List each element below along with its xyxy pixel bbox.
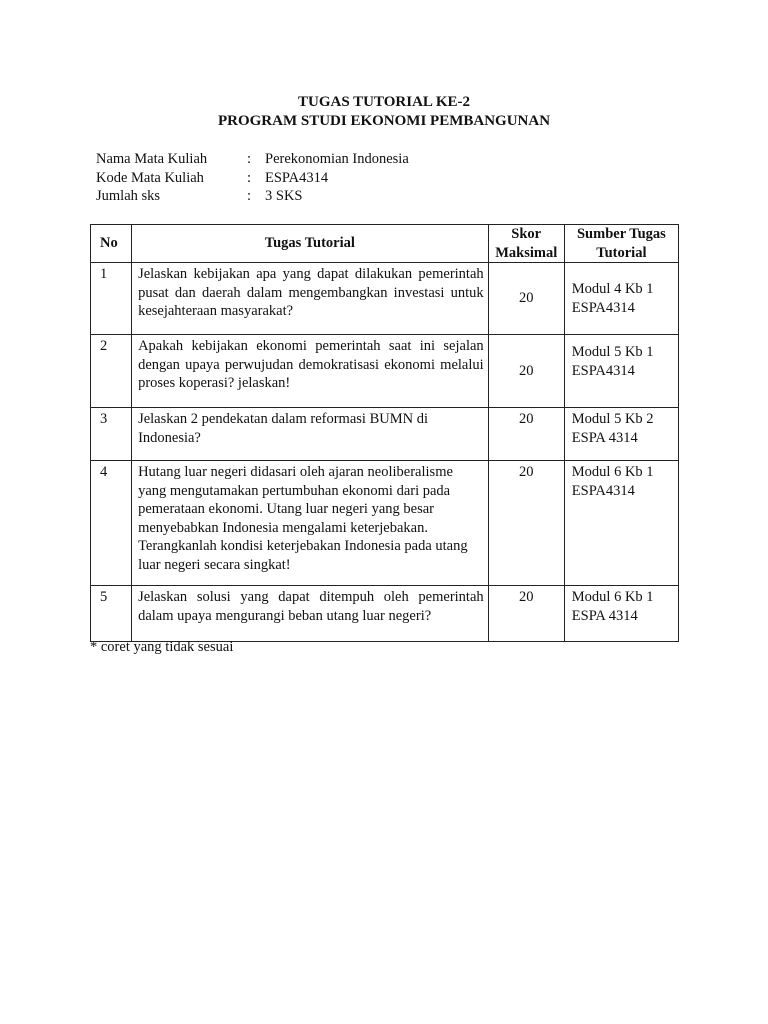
header-skor-line1: Skor [511, 226, 542, 242]
table-row [91, 586, 679, 642]
row-no: 2 [91, 335, 132, 408]
row-source [564, 263, 678, 335]
credits-label: Jumlah sks [96, 188, 161, 204]
row-skor: 20 [488, 263, 564, 335]
table-row [91, 263, 679, 335]
credits-value: 3 SKS [265, 188, 303, 204]
row-source-line1: Modul 5 Kb 1 [571, 344, 654, 360]
row-source [564, 586, 678, 642]
header-no: No [91, 225, 132, 263]
course-name-label: Nama Mata Kuliah [96, 151, 208, 167]
course-code-row [96, 169, 409, 188]
row-task: Jelaskan kebijakan apa yang dapat dilakukan pemerintah pusat dan daerah dalam mengembangkan investasi untuk kesejahteraan masyarakat? [132, 263, 489, 335]
footnote: * coret yang tidak sesuai [90, 639, 234, 655]
row-source-line1: Modul 5 Kb 2 [571, 411, 654, 427]
header-source [564, 225, 678, 263]
row-skor: 20 [488, 461, 564, 586]
table-header-row [91, 225, 679, 263]
course-name-row [96, 150, 409, 169]
table-row [91, 335, 679, 408]
row-task: Hutang luar negeri didasari oleh ajaran neoliberalisme yang mengutamakan pertumbuhan ekonomi dari pada pemerataan ekonomi. Utang luar negeri yang besar menyebabkan Indonesia mengalami keterjebakan. Terangkanlah kondisi keterjebakan Indonesia pada utang luar negeri secara singkat! [132, 461, 489, 586]
row-source-line2: ESPA4314 [571, 362, 635, 379]
course-info [96, 150, 409, 206]
row-source-line2: ESPA 4314 [571, 607, 638, 624]
row-source-line2: ESPA4314 [571, 299, 635, 316]
header-source-line2: Tutorial [596, 244, 647, 261]
program-title: PROGRAM STUDI EKONOMI PEMBANGUNAN [217, 113, 551, 129]
header-source-line1: Sumber Tugas [576, 226, 666, 242]
course-code-colon: : [247, 169, 252, 186]
row-source [564, 461, 678, 586]
row-source [564, 335, 678, 408]
row-source-line1: Modul 6 Kb 1 [571, 589, 654, 605]
row-no: 3 [91, 408, 132, 461]
task-table [90, 224, 679, 642]
credits-row [96, 187, 409, 206]
row-source-line2: ESPA4314 [571, 482, 635, 499]
header-task: Tugas Tutorial [132, 225, 489, 263]
row-skor: 20 [488, 586, 564, 642]
credits-colon: : [247, 188, 252, 204]
row-no: 5 [91, 586, 132, 642]
row-source-line1: Modul 6 Kb 1 [571, 464, 654, 480]
row-no: 1 [91, 263, 132, 335]
course-name-value: Perekonomian Indonesia [265, 151, 409, 167]
row-task: Apakah kebijakan ekonomi pemerintah saat ini sejalan dengan upaya perwujudan demokratisasi ekonomi melalui proses koperasi? jelaskan! [132, 335, 489, 408]
course-code-value: ESPA4314 [265, 169, 329, 186]
row-task: Jelaskan solusi yang dapat ditempuh oleh pemerintah dalam upaya mengurangi beban utang luar negeri? [132, 586, 489, 642]
header-skor-line2: Maksimal [495, 244, 558, 261]
row-skor: 20 [488, 335, 564, 408]
course-name-colon: : [247, 151, 252, 167]
document-title: TUGAS TUTORIAL KE-2 [298, 94, 470, 110]
header-skor [488, 225, 564, 263]
table-row [91, 461, 679, 586]
table-row [91, 408, 679, 461]
row-task: Jelaskan 2 pendekatan dalam reformasi BUMN di Indonesia? [132, 408, 489, 461]
row-skor: 20 [488, 408, 564, 461]
course-code-label: Kode Mata Kuliah [96, 169, 204, 186]
row-source [564, 408, 678, 461]
row-no: 4 [91, 461, 132, 586]
row-source-line1: Modul 4 Kb 1 [571, 281, 654, 297]
row-source-line2: ESPA 4314 [571, 429, 638, 446]
